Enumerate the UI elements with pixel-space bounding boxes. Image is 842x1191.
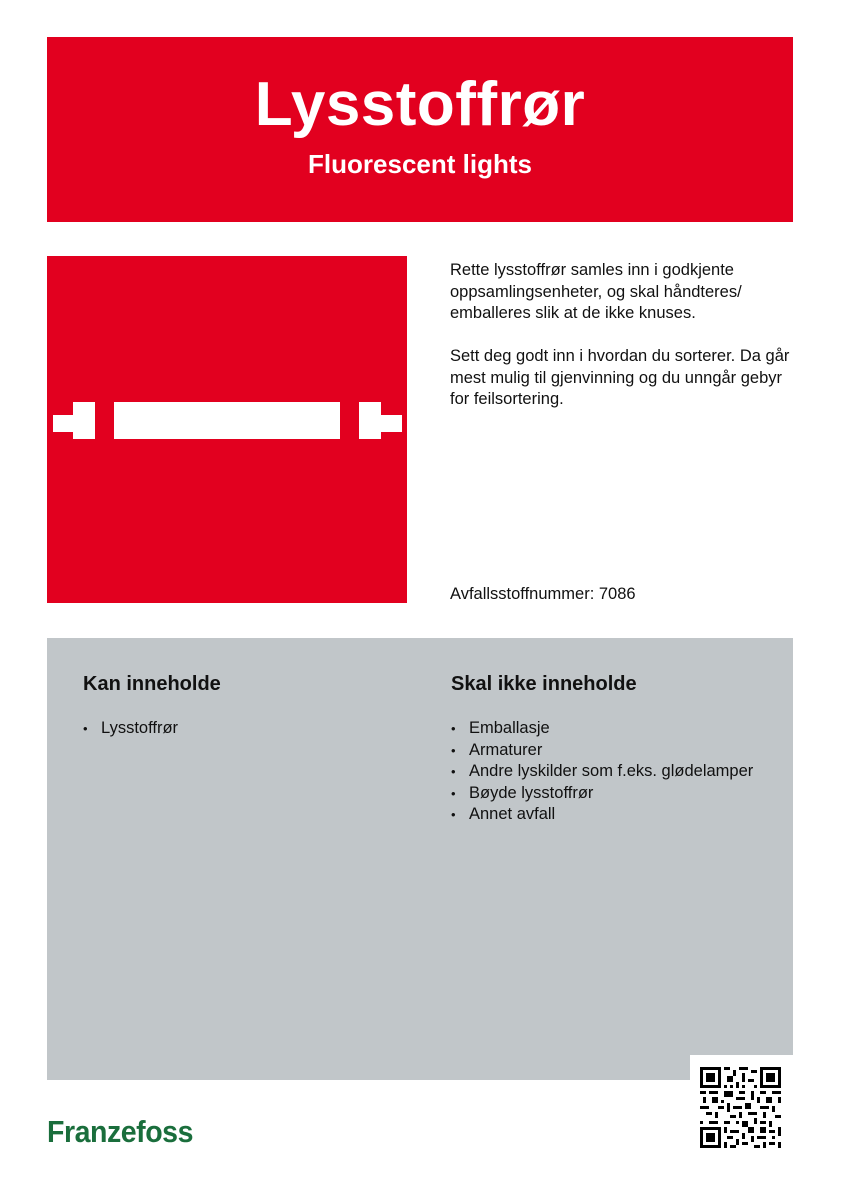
header-banner — [47, 37, 793, 222]
list-item: • Armaturer — [451, 740, 761, 762]
can-contain-list — [83, 718, 403, 740]
must-not-contain-section — [451, 672, 761, 826]
description — [450, 260, 795, 432]
must-not-contain-heading: Skal ikke inneholde — [451, 673, 637, 695]
list-item: • Emballasje — [451, 718, 761, 740]
list-item: • Annet avfall — [451, 804, 761, 826]
contents-panel — [47, 638, 793, 1080]
description-paragraph-2: Sett deg godt inn i hvordan du sorterer. Da går mest mulig til gjenvinning og du unngår gebyr for feilsortering. — [450, 347, 790, 408]
must-not-contain-list — [451, 718, 761, 826]
list-item: • Lysstoffrør — [83, 718, 403, 740]
page-title: Lysstoffrør — [254, 70, 586, 139]
can-contain-heading: Kan inneholde — [83, 673, 221, 695]
list-item: • Andre lyskilder som f.eks. glødelamper — [451, 761, 761, 783]
description-paragraph-1: Rette lysstoffrør samles inn i godkjente oppsamlingsenheter, og skal håndteres/ emballeres slik at de ikke knuses. — [450, 261, 742, 322]
waste-code: Avfallsstoffnummer: 7086 — [450, 585, 636, 603]
can-contain-section — [83, 672, 403, 740]
franzefoss-logo: Franzefoss — [47, 1114, 193, 1149]
fluorescent-tube-icon — [47, 256, 407, 603]
list-item: • Bøyde lysstoffrør — [451, 783, 761, 805]
qr-code-icon — [690, 1055, 793, 1158]
page-subtitle: Fluorescent lights — [308, 149, 532, 179]
